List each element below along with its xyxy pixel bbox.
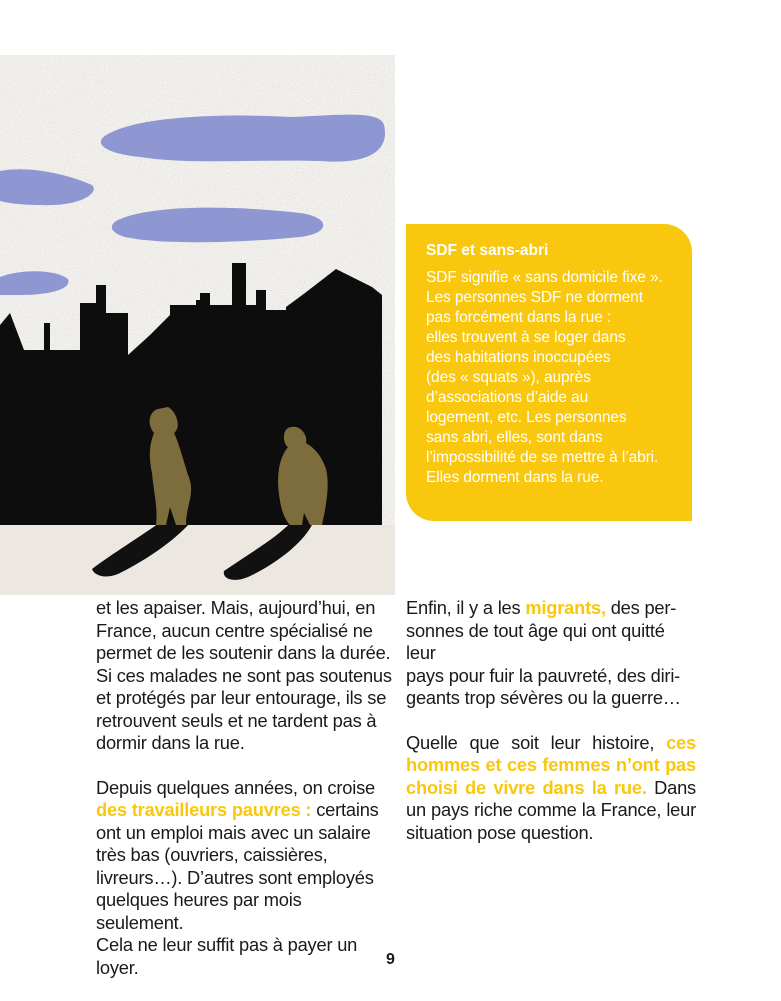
street-ground (0, 525, 395, 595)
text-fragment: Dans un pays riche comme la France, leur situation pose question. (406, 776, 696, 843)
sidebar-line: l’impossibilité de se mettre à l’abri. (426, 449, 659, 466)
right-column (406, 597, 696, 866)
text-line: quelques heures par mois seulement. (96, 889, 302, 933)
text-fragment: certains (311, 799, 379, 820)
text-line: retrouvent seuls et ne tardent pas à (96, 709, 377, 731)
text-line: Depuis quelques années, on croise (96, 776, 375, 798)
text-line: geants trop sévères ou la guerre… (406, 687, 681, 708)
left-column (96, 597, 392, 1001)
street-scene-illustration (0, 55, 395, 595)
text-line: et protégés par leur entourage, ils se (96, 687, 387, 708)
text-fragment: des per- (605, 597, 677, 618)
right-paragraph-1 (406, 597, 696, 710)
sidebar-line: Elles dorment dans la rue. (426, 469, 604, 486)
sidebar-line: logement, etc. Les personnes (426, 409, 627, 426)
illustration (0, 55, 395, 595)
definition-sidebar (406, 224, 692, 521)
text-line: sonnes de tout âge qui ont quitté leur (406, 619, 665, 663)
text-line: Si ces malades ne sont pas soutenus (96, 664, 392, 686)
sidebar-line: d’associations d’aide au (426, 389, 589, 406)
text-fragment: Quelle que soit leur histoire, (406, 731, 667, 753)
text-line: pays pour fuir la pauvreté, des diri- (406, 664, 681, 686)
sidebar-line: pas forcément dans la rue : (426, 309, 612, 326)
sidebar-body (426, 268, 674, 488)
text-line: livreurs…). D’autres sont employés (96, 866, 374, 888)
text-line: très bas (ouvriers, caissières, (96, 844, 328, 865)
highlight-working-poor: des travailleurs pauvres : (96, 799, 312, 820)
text-line: Cela ne leur suffit pas à payer un loyer. (96, 934, 358, 978)
sidebar-line: sans abri, elles, sont dans (426, 429, 603, 446)
sidebar-line: elles trouvent à se loger dans (426, 329, 626, 346)
highlight-not-chosen: ces hommes et ces femmes n’ont pas choisi de vivre dans la rue. (406, 731, 696, 798)
sidebar-line: (des « squats »), auprès (426, 369, 591, 386)
sidebar-line: SDF signifie « sans domicile fixe ». (426, 269, 663, 286)
left-paragraph-1 (96, 597, 392, 755)
highlight-migrants: migrants, (525, 597, 606, 618)
cloud-middle (112, 208, 323, 243)
text-line: dormir dans la rue. (96, 732, 245, 753)
left-paragraph-2 (96, 777, 392, 980)
sidebar-line: Les personnes SDF ne dorment (426, 289, 643, 306)
text-line: ont un emploi mais avec un salaire (96, 821, 371, 843)
text-fragment: Enfin, il y a les (406, 597, 526, 618)
sidebar-line: des habitations inoccupées (426, 349, 611, 366)
right-paragraph-2 (406, 732, 696, 845)
sidebar-title: SDF et sans-abri (426, 242, 549, 259)
text-line: permet de les soutenir dans la durée. (96, 642, 391, 663)
text-line: et les apaiser. Mais, aujourd’hui, en (96, 597, 376, 618)
page-number: 9 (386, 951, 395, 968)
text-line: France, aucun centre spécialisé ne (96, 619, 373, 641)
